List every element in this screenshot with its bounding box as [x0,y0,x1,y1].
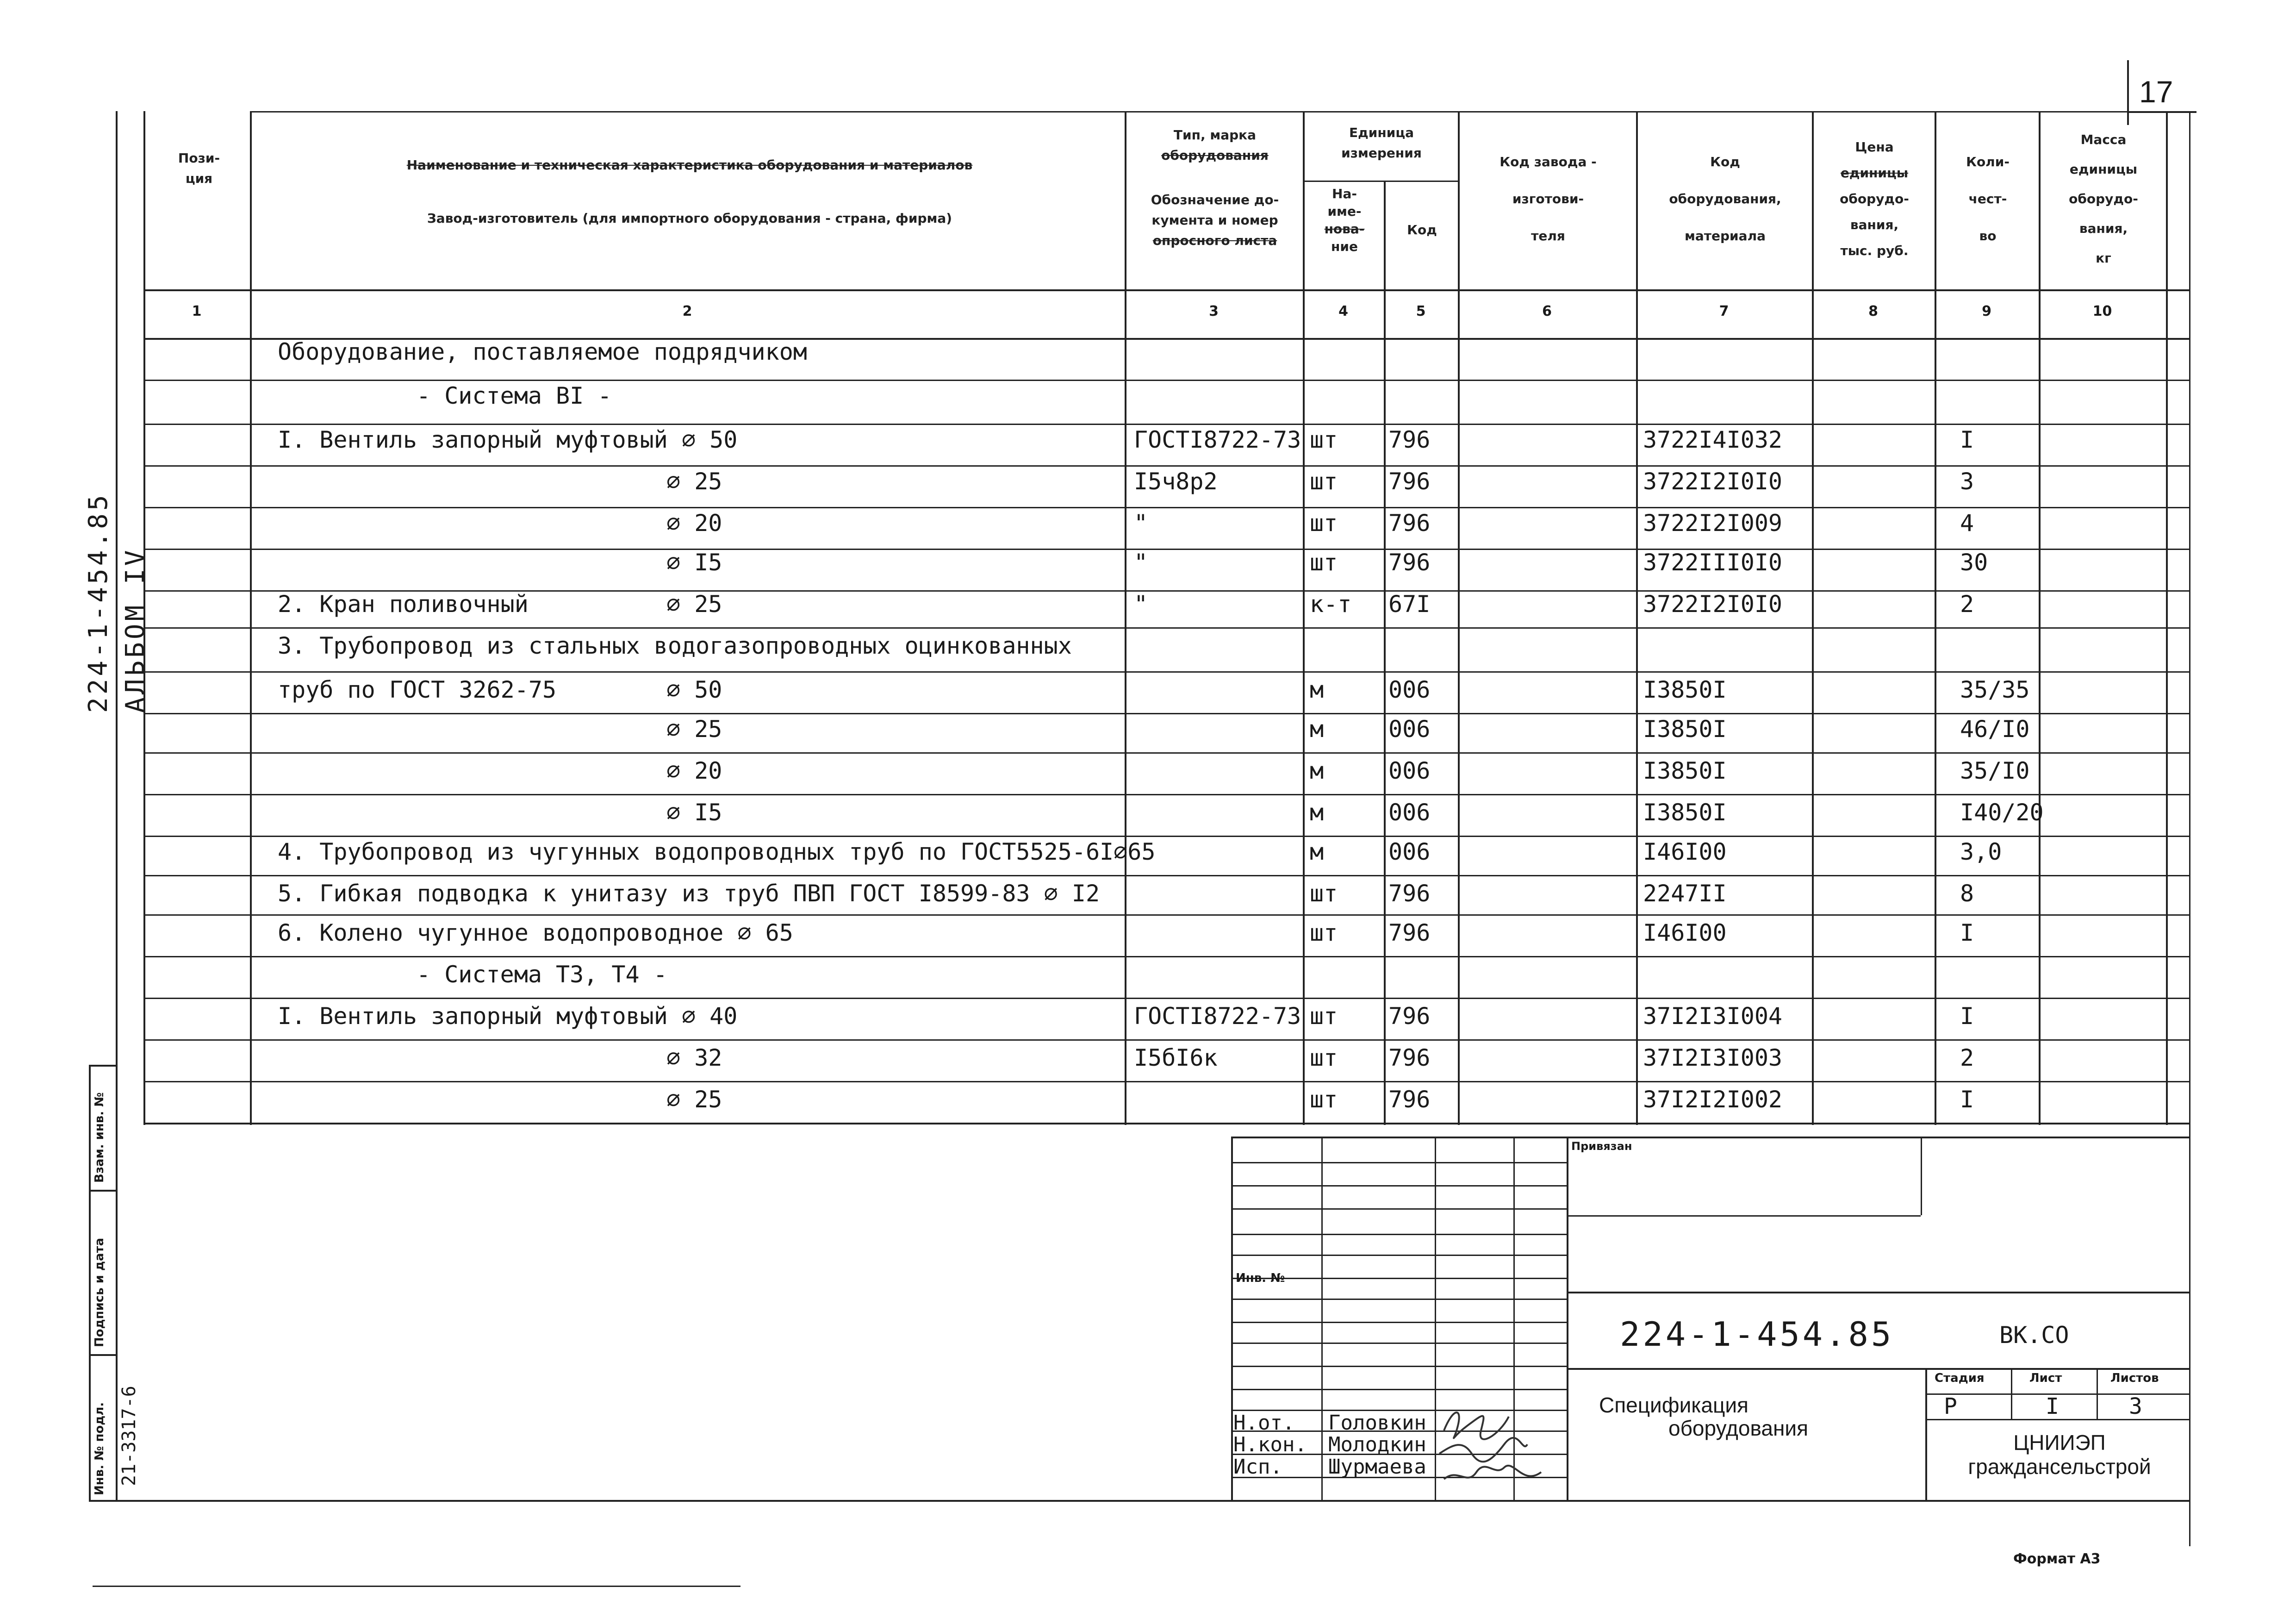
row-quantity: I [1960,1086,1974,1113]
row-quantity: 4 [1960,510,1974,537]
row-name: I. Вентиль запорный муфтовый ∅ 50 [278,426,738,453]
header-mass: Масса единицы оборудо- вания, кг [2069,132,2138,266]
header-type: Тип, марка оборудования [1161,127,1269,163]
row-material-code: 37I2I3I004 [1643,1003,1783,1030]
row-unit: шт [1310,549,1338,576]
stage-label: Стадия [1935,1371,1985,1385]
header-position: Пози- ция [178,150,220,186]
col-num-3: 3 [1209,303,1219,319]
row-material-code: I46I00 [1643,838,1727,865]
sheet-value: I [2046,1393,2059,1419]
row-name: ∅ I5 [666,549,722,576]
row-unit-code: 796 [1388,549,1431,576]
col-num-5: 5 [1416,303,1426,319]
row-unit: шт [1310,919,1338,946]
row-quantity: I [1960,426,1974,453]
col-num-7: 7 [1719,303,1729,319]
row-unit-code: 796 [1388,426,1431,453]
row-name-diameter: ∅ 50 [666,676,722,703]
row-type: " [1134,549,1148,576]
row-unit: м [1310,676,1324,703]
header-unit-code: Код [1407,222,1437,237]
row-unit-code: 006 [1388,716,1431,743]
row-name: - Система BI - [417,382,612,409]
header-unit-name: На- име- нова- ние [1324,186,1365,254]
row-unit: м [1310,757,1324,784]
row-material-code: 2247II [1643,880,1727,907]
row-name: труб по ГОСТ 3262-75 [278,676,557,703]
row-unit-code: 67I [1388,591,1431,618]
side-label-inv: Инв. № подл. [93,1402,106,1495]
row-unit-code: 006 [1388,676,1431,703]
row-quantity: 2 [1960,1044,1974,1071]
col-num-9: 9 [1982,303,1991,319]
header-price: Цена единицы оборудо- вания, тыс. руб. [1840,139,1909,258]
row-type: I5бI6к [1134,1044,1218,1071]
sheet-number: 17 [2139,75,2173,109]
header-factory-code: Код завода - изготови- теля [1500,154,1597,244]
row-quantity: 3,0 [1960,838,2002,865]
doc-title: Спецификация оборудования [1599,1393,1808,1440]
row-unit-code: 796 [1388,919,1431,946]
name-shurmaeva: Шурмаева [1328,1455,1426,1479]
row-material-code: 37I2I2I002 [1643,1086,1783,1113]
row-unit: м [1310,799,1324,826]
row-name: 4. Трубопровод из чугунных водопроводных труб по ГОСТ5525-6I∅65 [278,838,1156,865]
row-unit-code: 006 [1388,838,1431,865]
name-molodkin: Молодкин [1328,1433,1426,1456]
row-name: - Система Т3, Т4 - [417,961,667,988]
header-document: Обозначение до- кумента и номер опросного листа [1151,192,1279,248]
row-quantity: I40/20 [1960,799,2044,826]
row-name: ∅ 20 [666,757,722,784]
row-material-code: 3722III0I0 [1643,549,1783,576]
row-material-code: 3722I2I0I0 [1643,468,1783,495]
row-unit: шт [1310,468,1338,495]
row-type: " [1134,510,1148,537]
row-quantity: 35/I0 [1960,757,2030,784]
side-album: АЛЬБОМ IV [120,547,150,713]
row-name: ∅ 25 [666,716,722,743]
row-unit: м [1310,716,1324,743]
row-name: I. Вентиль запорный муфтовый ∅ 40 [278,1003,738,1030]
row-unit: шт [1310,1044,1338,1071]
row-quantity: I [1960,1003,1974,1030]
row-name: ∅ 25 [666,468,722,495]
side-label-replace: Взам. инв. № [93,1092,106,1183]
row-unit-code: 796 [1388,1086,1431,1113]
inv-no-label: Инв. № [1236,1271,1285,1285]
doc-code: 224-1-454.85 [1620,1315,1894,1354]
row-unit-code: 796 [1388,880,1431,907]
row-type: I5ч8р2 [1134,468,1218,495]
row-name: 5. Гибкая подводка к унитазу из труб ПВП ГОСТ I8599-83 ∅ I2 [278,880,1100,907]
row-type: ГОСТI8722-73 [1134,1003,1301,1030]
side-code: 224-1-454.85 [83,492,113,713]
header-manufacturer: Завод-изготовитель (для импортного оборудования - страна, фирма) [427,211,952,226]
row-material-code: I3850I [1643,799,1727,826]
row-quantity: 2 [1960,591,1974,618]
sheets-label: Листов [2110,1371,2159,1385]
row-type: " [1134,591,1148,618]
signatures-drawing [1435,1398,1555,1500]
row-unit: шт [1310,1003,1338,1030]
row-material-code: I46I00 [1643,919,1727,946]
row-name: Оборудование, поставляемое подрядчиком [278,338,807,365]
side-label-signature: Подпись и дата [93,1237,106,1347]
row-unit: шт [1310,426,1338,453]
doc-mark: ВК.СО [1999,1322,2069,1349]
row-material-code: 3722I4I032 [1643,426,1783,453]
row-quantity: 3 [1960,468,1974,495]
row-unit-code: 796 [1388,468,1431,495]
row-unit-code: 796 [1388,1044,1431,1071]
role-isp: Исп. [1233,1455,1282,1479]
row-quantity: 46/I0 [1960,716,2030,743]
row-name: ∅ I5 [666,799,722,826]
header-name: Наименование и техническая характеристика оборудования и материалов [406,157,973,173]
row-type: ГОСТI8722-73 [1134,426,1301,453]
row-unit: м [1310,838,1324,865]
row-unit-code: 796 [1388,510,1431,537]
row-unit: шт [1310,1086,1338,1113]
row-quantity: 30 [1960,549,1988,576]
header-unit: Единица измерения [1341,125,1422,161]
row-material-code: I3850I [1643,757,1727,784]
side-inv-number: 21-3317-6 [118,1386,140,1486]
row-unit: шт [1310,510,1338,537]
role-nachotd: Н.от. [1233,1411,1295,1435]
name-golovkin: Головкин [1328,1411,1426,1435]
row-quantity: I [1960,919,1974,946]
row-material-code: I3850I [1643,716,1727,743]
row-unit: к-т [1310,591,1352,618]
sheet-label: Лист [2029,1371,2062,1385]
header-quantity: Коли- чест- во [1966,154,2010,244]
row-name: ∅ 25 [666,1086,722,1113]
col-num-4: 4 [1338,303,1348,319]
row-material-code: 3722I2I009 [1643,510,1783,537]
row-unit-code: 006 [1388,757,1431,784]
row-name: ∅ 32 [666,1044,722,1071]
format-label: Формат А3 [2013,1551,2101,1567]
row-name: 2. Кран поливочный [278,591,529,618]
row-name: 3. Трубопровод из стальных водогазопроводных оцинкованных [278,632,1072,659]
row-material-code: 37I2I3I003 [1643,1044,1783,1071]
organization: ЦНИИЭП граждансельстрой [1968,1430,2151,1479]
row-material-code: I3850I [1643,676,1727,703]
col-num-10: 10 [2092,303,2112,319]
stage-value: Р [1944,1393,1957,1419]
row-unit: шт [1310,880,1338,907]
row-unit-code: 006 [1388,799,1431,826]
row-name-diameter: ∅ 25 [666,591,722,618]
col-num-2: 2 [682,303,692,319]
role-nkontr: Н.кон. [1233,1433,1307,1456]
header-equipment-code: Код оборудования, материала [1669,154,1781,244]
privyazan-label: Привязан [1571,1140,1632,1153]
row-material-code: 3722I2I0I0 [1643,591,1783,618]
row-quantity: 8 [1960,880,1974,907]
row-name: 6. Колено чугунное водопроводное ∅ 65 [278,919,793,946]
col-num-8: 8 [1868,303,1878,319]
col-num-6: 6 [1542,303,1552,319]
row-quantity: 35/35 [1960,676,2030,703]
row-name: ∅ 20 [666,510,722,537]
col-num-1: 1 [192,303,202,319]
row-unit-code: 796 [1388,1003,1431,1030]
sheets-value: 3 [2129,1393,2142,1419]
